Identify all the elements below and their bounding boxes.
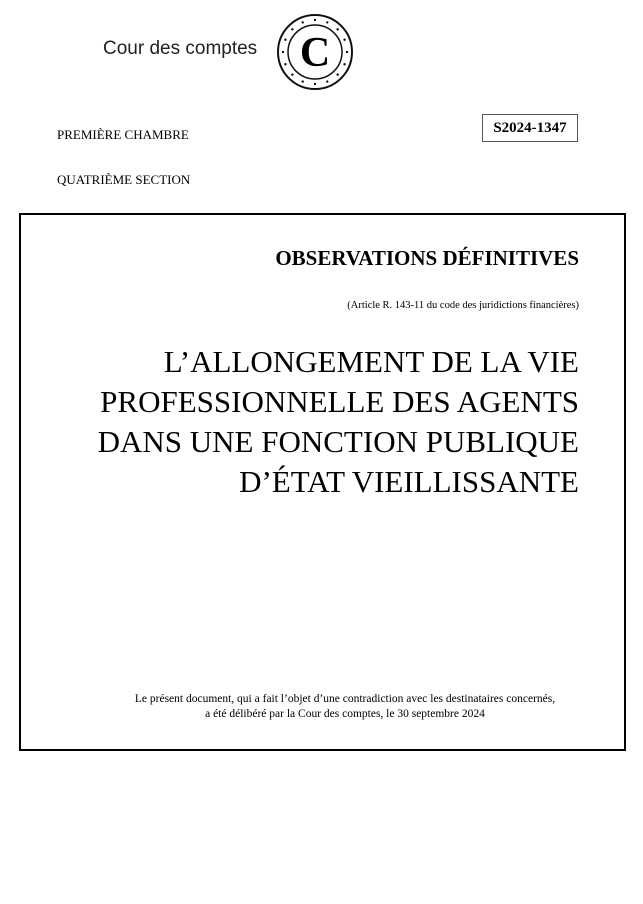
seal-dot: [336, 28, 338, 30]
title-line: PROFESSIONNELLE DES AGENTS: [100, 384, 579, 419]
reference-number-box: S2024-1347: [482, 114, 578, 142]
seal-dot: [346, 51, 348, 53]
deliberation-note: [100, 692, 590, 722]
seal-dot: [284, 39, 286, 41]
title-line: L’ALLONGEMENT DE LA VIE: [163, 344, 579, 379]
seal-dot: [343, 63, 345, 65]
document-type-heading: OBSERVATIONS DÉFINITIVES: [275, 246, 579, 270]
seal-dot: [314, 19, 316, 21]
seal-dot: [302, 80, 304, 82]
seal-dot: [314, 83, 316, 85]
seal-dot: [326, 80, 328, 82]
section-label: QUATRIÈME SECTION: [57, 172, 191, 187]
note-line: Le présent document, qui a fait l’objet d’une contradiction avec les destinataires concernés,: [134, 693, 556, 705]
seal-dot: [291, 73, 293, 75]
seal-dot: [336, 73, 338, 75]
seal-letter: C: [299, 30, 331, 76]
seal-dot: [291, 28, 293, 30]
title-line: D’ÉTAT VIEILLISSANTE: [239, 464, 579, 499]
chamber-label: PREMIÈRE CHAMBRE: [57, 127, 189, 142]
seal-dot: [343, 39, 345, 41]
legal-article-reference: (Article R. 143-11 du code des juridictions financières): [347, 300, 579, 311]
brand-name: Cour des comptes: [103, 38, 258, 59]
cour-des-comptes-seal-logo: [276, 13, 354, 91]
report-title: [98, 342, 579, 502]
seal-dot: [282, 51, 284, 53]
seal-dot: [326, 21, 328, 23]
note-line: a été délibéré par la Cour des comptes, le 30 septembre 2024: [205, 708, 485, 720]
seal-dot: [302, 21, 304, 23]
seal-dot: [284, 63, 286, 65]
title-line: DANS UNE FONCTION PUBLIQUE: [97, 424, 579, 459]
